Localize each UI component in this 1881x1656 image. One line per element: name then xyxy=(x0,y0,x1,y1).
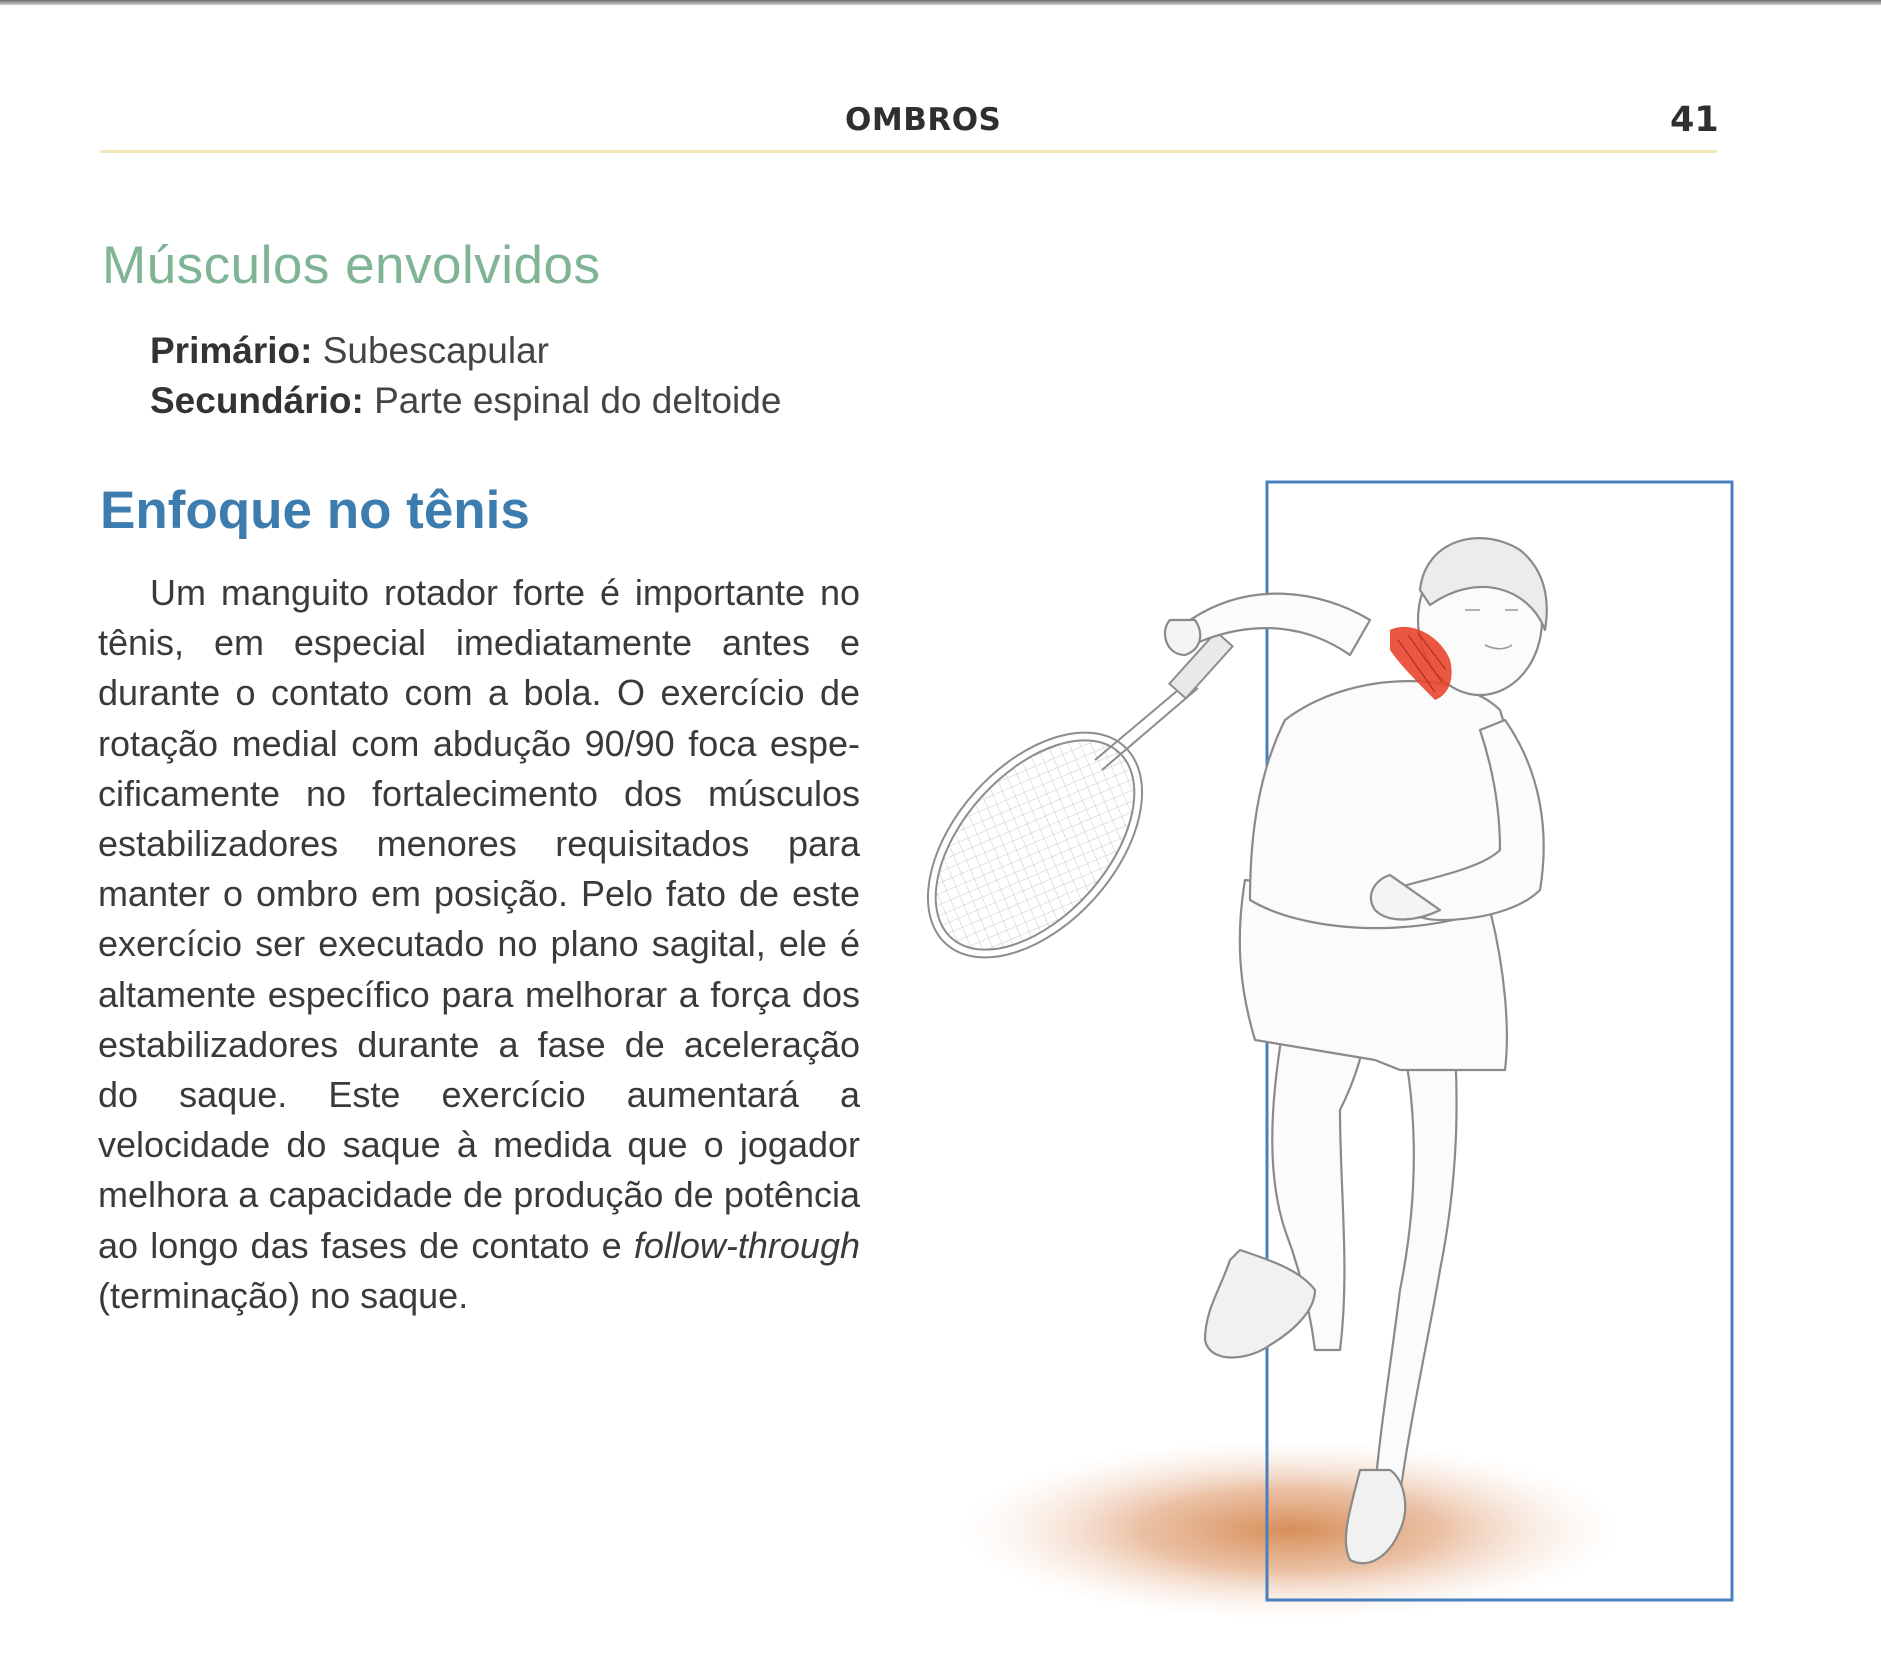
player-figure xyxy=(1165,538,1547,1563)
secondary-value: Parte espinal do deltoide xyxy=(374,380,782,421)
section-name: OMBROS xyxy=(845,102,1002,138)
page-number: 41 xyxy=(1670,100,1719,140)
body-main-text: Um manguito rotador forte é importante no tênis, em especial imediatamente antes e durante o contato com a bola. O exercício de rotação medial com abdução 90/90 foca especificamente no fortalecimento dos músculos estabilizadores menores requisitados para manter o ombro em posição. Pelo fato de este exercício ser executado no plano sagital, ele é altamente específico para melhorar a força dos estabilizadores durante a fase de aceleração do saque. Este exercício aumentará a velocidade do saque à medida que o jogador melhora a capacidade de produção de potência ao longo das fases de contato e xyxy=(98,572,860,1266)
body-italic-term: follow-through xyxy=(633,1224,860,1266)
primary-value: Subescapular xyxy=(322,330,549,371)
tennis-body-paragraph xyxy=(98,568,860,1321)
tennis-racket xyxy=(920,632,1233,998)
court-shadow xyxy=(960,1440,1620,1620)
primary-muscle-line xyxy=(150,330,549,372)
secondary-label: Secundário: xyxy=(150,380,364,421)
muscles-title: Músculos envolvidos xyxy=(102,236,601,295)
tennis-player-illustration xyxy=(920,470,1760,1620)
running-header xyxy=(0,100,1881,150)
header-rule xyxy=(100,150,1717,153)
secondary-muscle-line xyxy=(150,380,781,422)
tennis-title: Enfoque no tênis xyxy=(100,481,530,540)
page-top-edge xyxy=(0,0,1881,5)
primary-label: Primário: xyxy=(150,330,313,371)
body-end-text: (terminação) no saque. xyxy=(98,1274,469,1316)
